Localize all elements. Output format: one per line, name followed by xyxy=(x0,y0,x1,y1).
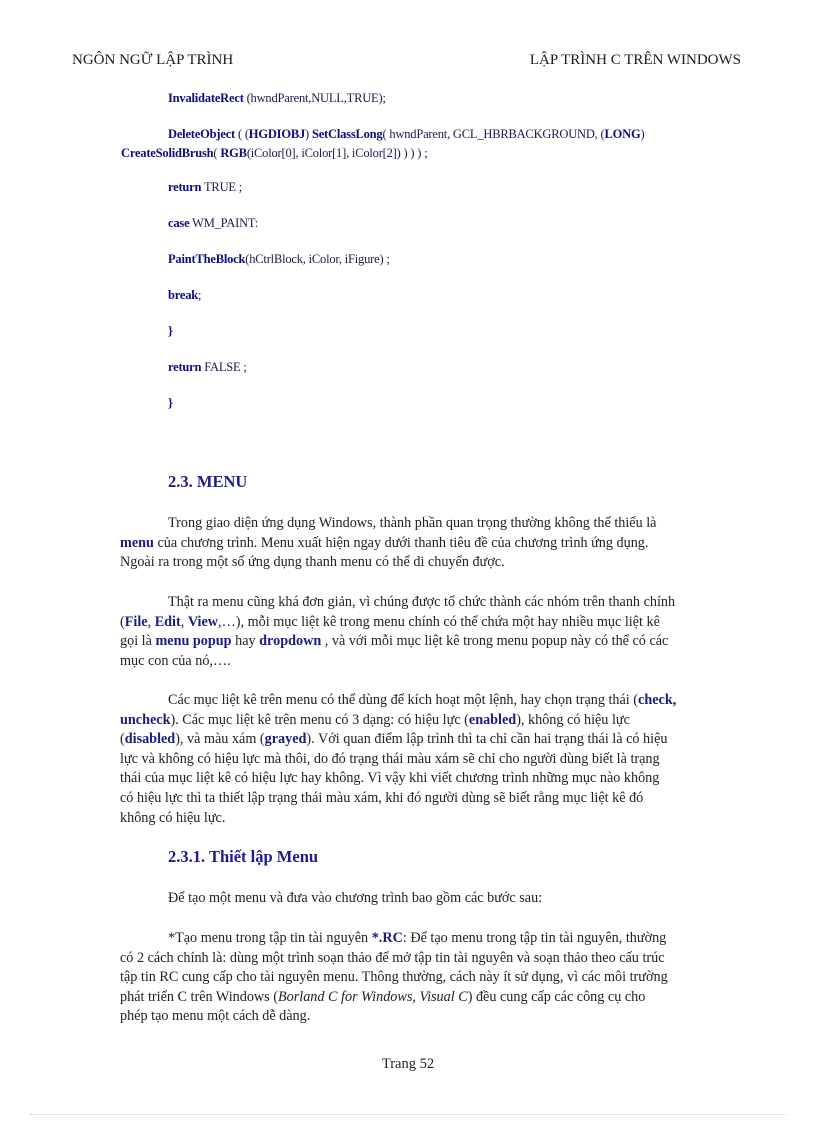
text-line: (File, Edit, View,…), mỗi mục liệt kê trong menu chính có thể chứa một hay nhiều mục liệt kê xyxy=(120,613,660,630)
code-line-invalidaterect: InvalidateRect (hwndParent,NULL,TRUE); xyxy=(168,91,386,105)
code-line-case-wm-paint: case WM_PAINT: xyxy=(168,216,258,230)
text-line: Trong giao diện ứng dụng Windows, thành phần quan trọng thường không thể thiếu là xyxy=(168,515,657,531)
code-line-return-false: return FALSE ; xyxy=(168,360,247,374)
text-line: Ngoài ra trong một số ứng dụng thanh menu có thể di chuyển được. xyxy=(120,554,505,571)
text-line: menu của chương trình. Menu xuất hiện ngay dưới thanh tiêu đề của chương trình ứng dụng. xyxy=(120,534,649,551)
text-line: (disabled), và màu xám (grayed). Với quan điểm lập trình thì ta chỉ cần hai trạng thái là có hiệu xyxy=(120,731,668,748)
code-line-final-brace: } xyxy=(168,396,173,410)
text-line: Thật ra menu cũng khá đơn giản, vì chúng được tổ chức thành các nhóm trên thanh chính xyxy=(168,594,676,610)
code-line-break: break; xyxy=(168,288,202,302)
paragraph-steps-intro xyxy=(120,889,742,909)
text-line: thái của mục liệt kê có hiệu lực hay không. Vì vậy khi viết chương trình những mục nào không xyxy=(120,770,660,787)
text-line: có hiệu lực thì ta thiết lập trạng thái màu xám, khi đó người dùng sẽ biết rằng mục liệt kê đó xyxy=(120,789,644,806)
code-line-deleteobject: DeleteObject ( (HGDIOBJ) SetClassLong( hwndParent, GCL_HBRBACKGROUND, (LONG) xyxy=(168,127,645,141)
code-line-painttheblock: PaintTheBlock(hCtrlBlock, iColor, iFigure) ; xyxy=(168,252,390,266)
paragraph-menu-structure xyxy=(120,593,742,671)
text-line: gọi là menu popup hay dropdown , và với mỗi mục liệt kê trong menu popup này có thể có các xyxy=(120,633,669,650)
running-header-left: NGÔN NGỮ LẬP TRÌNH xyxy=(72,52,234,68)
text-line: có 2 cách chính là: dùng một trình soạn thảo để mở tập tin tài nguyên và soạn thảo theo cấu trúc xyxy=(120,949,665,966)
subsection-heading-menu-setup: 2.3.1. Thiết lập Menu xyxy=(168,847,319,866)
page-bottom-divider xyxy=(30,1114,786,1115)
text-line: lực và không có hiệu lực mà thôi, do đó trạng thái màu xám sẽ chỉ cho người dùng biết là trạng xyxy=(120,750,660,767)
paragraph-menu-states xyxy=(120,691,742,828)
text-line: Để tạo một menu và đưa vào chương trình bao gồm các bước sau: xyxy=(168,890,543,906)
page-number: Trang 52 xyxy=(381,1056,435,1072)
paragraph-intro xyxy=(120,514,742,573)
text-line: mục con của nó,…. xyxy=(120,652,231,669)
running-header-right: LẬP TRÌNH C TRÊN WINDOWS xyxy=(529,52,741,68)
text-line: phép tạo menu một cách dễ dàng. xyxy=(120,1008,311,1025)
text-line: không có hiệu lực. xyxy=(120,809,226,826)
code-line-createsolidbrush: CreateSolidBrush( RGB(iColor[0], iColor[1], iColor[2]) ) ) ) ; xyxy=(121,146,428,160)
text-line: *Tạo menu trong tập tin tài nguyên *.RC: Để tạo menu trong tập tin tài nguyên, thường xyxy=(168,930,667,946)
text-line: Các mục liệt kê trên menu có thể dùng để kích hoạt một lệnh, hay chọn trạng thái (check, xyxy=(168,692,677,708)
text-line: phát triển C trên Windows (Borland C for Windows, Visual C) đều cung cấp các công cụ cho xyxy=(120,988,646,1005)
section-heading-menu: 2.3. MENU xyxy=(168,472,248,491)
text-line: uncheck). Các mục liệt kê trên menu có 3 dạng: có hiệu lực (enabled), không có hiệu lực xyxy=(120,711,630,728)
code-line-return-true: return TRUE ; xyxy=(168,180,243,194)
paragraph-rc-file xyxy=(120,929,742,1027)
text-line: tập tin RC cung cấp cho tài nguyên menu. Thông thường, cách này ít sử dụng, vì các môi trường xyxy=(120,969,668,986)
code-line-close-brace: } xyxy=(168,324,173,338)
